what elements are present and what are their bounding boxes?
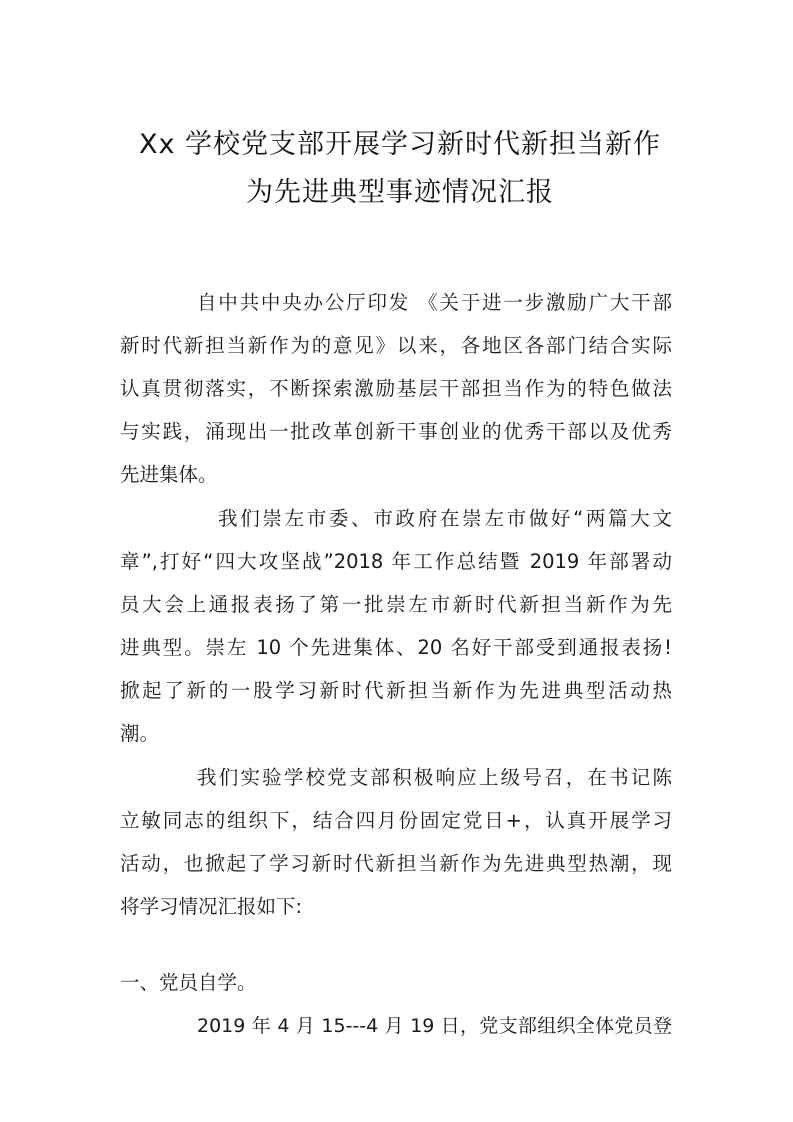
paragraph-2-line-6: 潮。 <box>120 722 160 745</box>
paragraph-3-line-3: 活动，也掀起了学习新时代新担当新作为先进典型热潮，现 <box>120 852 672 875</box>
paragraph-2-line-5: 掀起了新的一股学习新时代新担当新作为先进典型活动热 <box>120 679 672 702</box>
paragraph-1-line-3: 认真贯彻落实，不断探索激励基层干部担当作为的特色做法 <box>120 377 672 400</box>
paragraph-1-line-2: 新时代新担当新作为的意见》以来，各地区各部门结合实际 <box>120 334 672 357</box>
document-title-line-1: Xx 学校党支部开展学习新时代新担当新作 <box>138 129 662 160</box>
paragraph-3-line-4: 将学习情况汇报如下: <box>120 895 303 918</box>
paragraph-1-line-5: 先进集体。 <box>120 463 218 486</box>
paragraph-4-line-1: 2019 年 4 月 15---4 月 19 日，党支部组织全体党员登 <box>197 1015 672 1037</box>
section-1-heading: 一、党员自学。 <box>120 971 257 994</box>
paragraph-3-line-1: 我们实验学校党支部积极响应上级号召，在书记陈 <box>197 766 672 789</box>
paragraph-2-line-2: 章”,打好“四大攻坚战”2018 年工作总结暨 2019 年部署动 <box>120 550 672 573</box>
paragraph-3-line-2: 立敏同志的组织下，结合四月份固定党日+，认真开展学习 <box>120 809 672 832</box>
paragraph-2-line-1: 我们崇左市委、市政府在崇左市做好“两篇大文 <box>218 507 672 530</box>
document-title-line-2: 为先进典型事迹情况汇报 <box>246 177 554 208</box>
paragraph-1-line-4: 与实践，涌现出一批改革创新干事创业的优秀干部以及优秀 <box>120 420 672 443</box>
paragraph-2-line-3: 员大会上通报表扬了第一批崇左市新时代新担当新作为先 <box>120 593 672 616</box>
paragraph-1-line-1: 自中共中央办公厅印发 《关于进一步激励广大干部 <box>197 291 672 314</box>
paragraph-2-line-4: 进典型。崇左 10 个先进集体、20 名好干部受到通报表扬! <box>120 636 672 659</box>
